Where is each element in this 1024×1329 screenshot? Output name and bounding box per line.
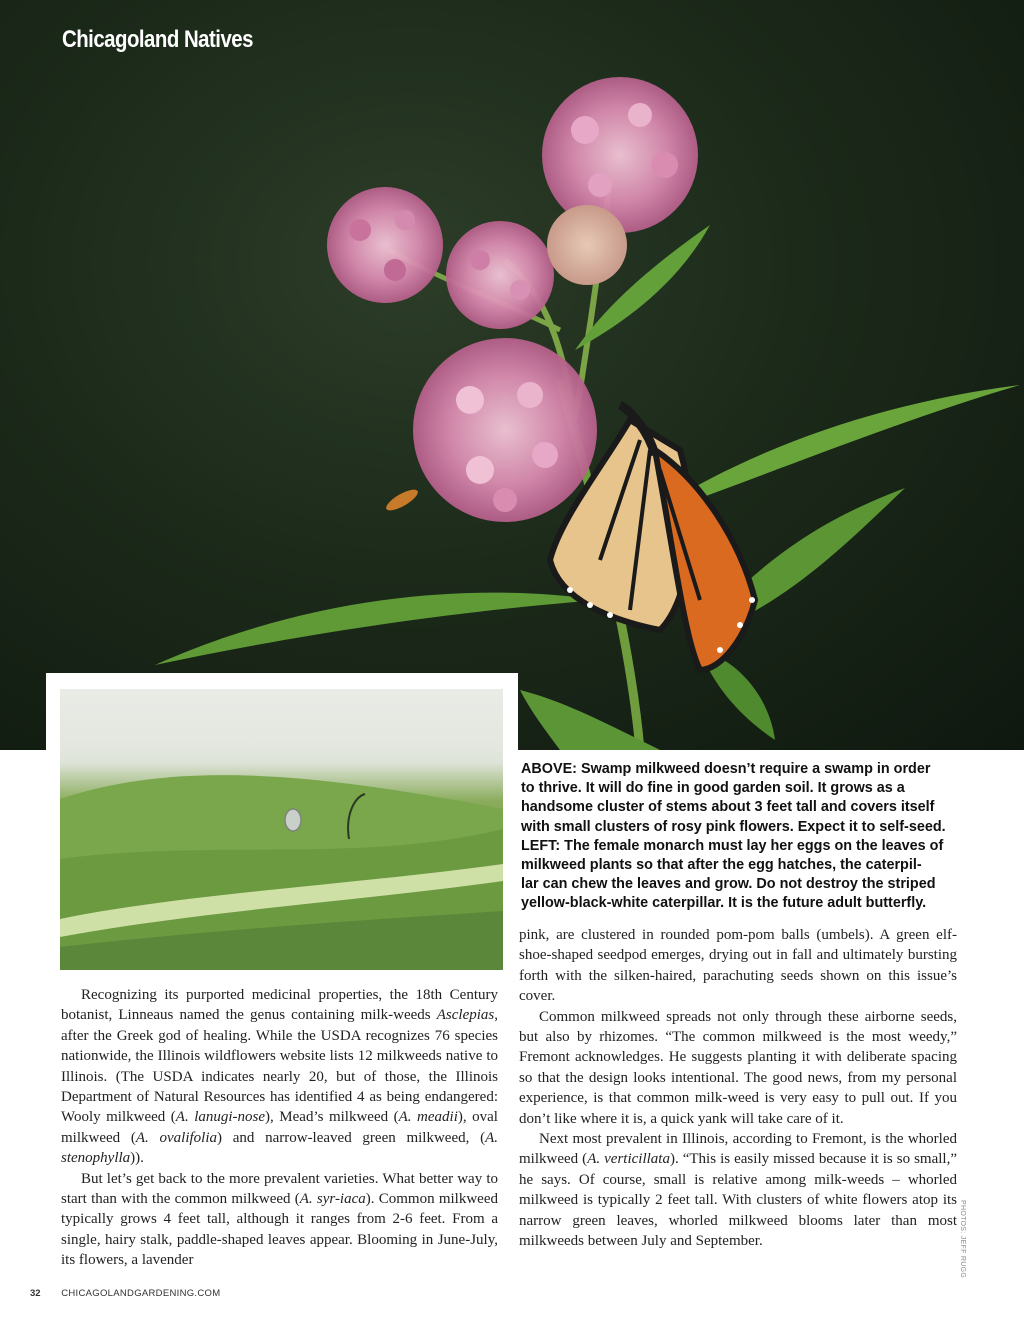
flower-cluster xyxy=(413,338,597,522)
website-link[interactable]: CHICAGOLANDGARDENING.COM xyxy=(61,1288,221,1299)
caption-line: handsome cluster of stems about 3 feet tall and covers itself xyxy=(521,799,935,816)
body-paragraph: Next most prevalent in Illinois, according to Fremont, is the whorled milkweed (A. verticillata). “This is easily missed because it is so small,” he says. Of course, small is relative among milk-weeds – whorled milkweed is typically 2 feet tall. With clusters of white flowers atop its narrow green leaves, whorled milkweed blooms later than most milkweeds between July and September. xyxy=(519,1131,958,1250)
body-column-left xyxy=(61,985,498,1271)
caption-line: ABOVE: Swamp milkweed doesn’t require a swamp in order xyxy=(521,761,931,777)
body-paragraph: But let’s get back to the more prevalent varieties. What better way to start than with the common milkweed (A. syr-iaca). Common milkweed typically grows 4 feet tall, although it ranges from 2-6 feet. From a single, hairy stalk, paddle-shaped leaves appear. Blooming in June-July, its flowers, a lavender xyxy=(61,1170,498,1269)
caption-line: milkweed plants so that after the egg hatches, the caterpil- xyxy=(521,857,922,874)
flower-cluster xyxy=(446,221,554,329)
inset-photo-frame xyxy=(46,673,518,985)
body-paragraph: Common milkweed spreads not only through these airborne seeds, but also by rhizomes. “The common milkweed is the most weedy,” Fremont acknowledges. He suggests planting it with deliberate spacing so that the design looks intentional. The good news, from my personal experience, is that common milk-weed is very easy to pull out. If you don’t like where it is, a quick yank will take care of it. xyxy=(519,1008,957,1127)
flower-cluster xyxy=(327,187,443,303)
leaf xyxy=(155,593,600,665)
flower-cluster xyxy=(542,77,698,233)
photo-credit: PHOTOS: JEFF RUGG xyxy=(959,1200,966,1279)
monarch-egg-photo xyxy=(60,689,503,970)
photo-caption xyxy=(521,760,976,914)
page-number: 32 xyxy=(30,1288,41,1299)
monarch-egg xyxy=(285,809,301,831)
section-title: Chicagoland Natives xyxy=(62,26,253,53)
body-paragraph: pink, are clustered in rounded pom-pom balls (umbels). A green elf-shoe-shaped seedpod emerges, drying out in fall and ultimately bursting forth with the silken-haired, parachuting seeds shown on this issue’s cover. xyxy=(519,927,957,1005)
body-paragraph: Recognizing its purported medicinal properties, the 18th Century botanist, Linneaus named the genus containing milk-weeds Asclepias, after the Greek god of healing. While the USDA recognizes 76 species nationwide, the Illinois wildflowers website lists 12 milkweeds native to Illinois. (The USDA indicates nearly 20, but of those, the Illinois Department of Natural Resources has identified 4 as being endangered: Wooly milkweed (A. lanugi-nose), Mead’s milkweed (A. meadii), oval milkweed (A. ovalifolia) and narrow-leaved green milkweed, (A. stenophylla)). xyxy=(61,987,498,1167)
hoverfly xyxy=(383,486,420,514)
caption-line: with small clusters of rosy pink flowers. Expect it to self-seed. xyxy=(521,818,946,835)
page-footer xyxy=(30,1288,220,1299)
caption-line: yellow-black-white caterpillar. It is the future adult butterfly. xyxy=(521,895,927,912)
flower-buds xyxy=(547,205,627,285)
caption-line: LEFT: The female monarch must lay her eggs on the leaves of xyxy=(521,837,944,854)
body-column-right xyxy=(519,925,957,1252)
caption-line: lar can chew the leaves and grow. Do not destroy the striped xyxy=(521,876,936,893)
caption-line: to thrive. It will do fine in good garden soil. It grows as a xyxy=(521,780,905,797)
